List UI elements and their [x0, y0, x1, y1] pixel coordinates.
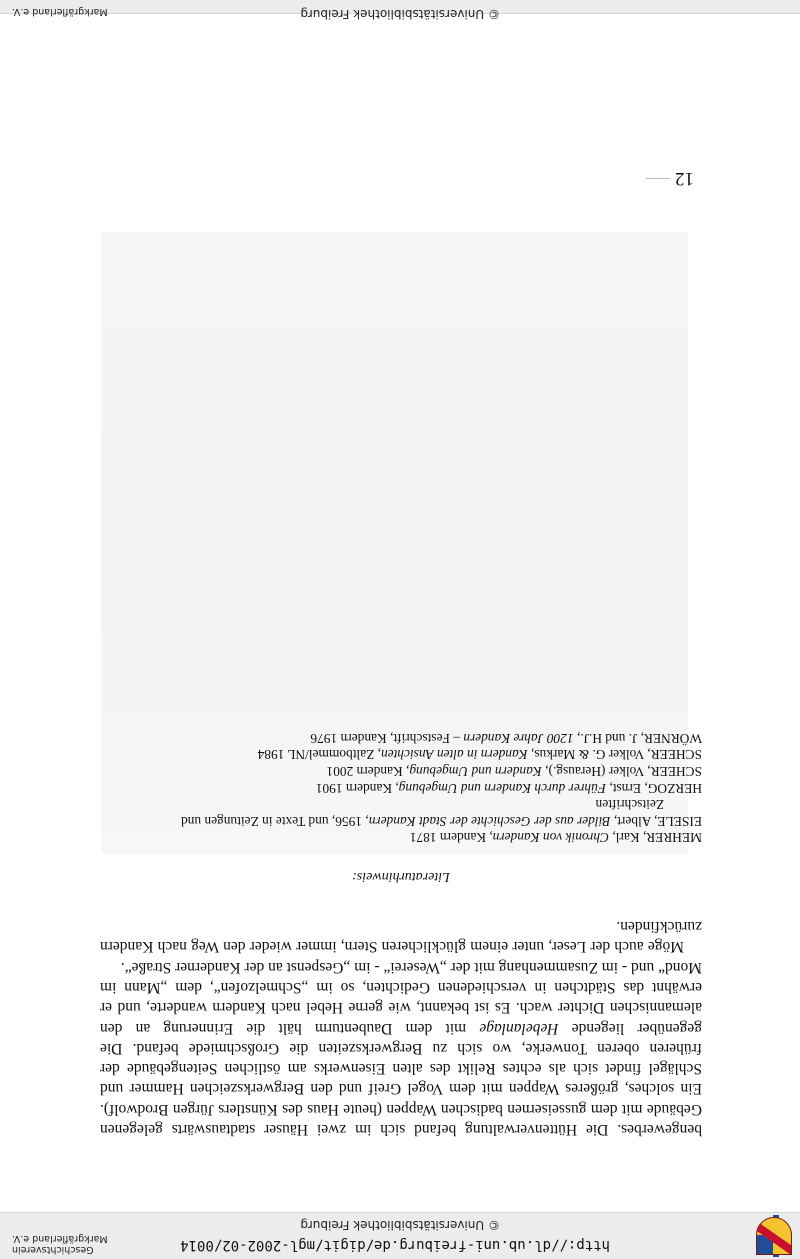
lit-entry: MEHRER, Karl, Chronik von Kandern, Kandern 1871 — [409, 830, 702, 846]
lit-entry-continuation: Zeitschriften — [595, 797, 664, 813]
footer-society: Markgräflerland e.V. — [12, 6, 108, 17]
society-line-2: Markgräflerland e.V. — [12, 1233, 108, 1244]
society-crest-icon — [756, 1217, 792, 1255]
paragraph-2: Möge auch der Leser, unter einem glücklicheren Stern, immer wieder den Weg nach Kandern zurückfinden. — [100, 918, 702, 956]
society-line-1: Geschichtsverein — [12, 1244, 94, 1255]
page-number: 12 — [675, 168, 694, 189]
body-text — [100, 729, 702, 1139]
lit-entry: WÖRNER, J. und H.J., 1200 Jahre Kandern – Festschrift, Kandern 1976 — [310, 730, 702, 746]
document-url[interactable]: http://dl.ub.uni-freiburg.de/digit/mgl-2002-02/0014 — [180, 1237, 610, 1253]
copyright-text: © Universitätsbibliothek Freiburg — [300, 1218, 500, 1232]
lit-entry: SCHEER, Volker G. & Markus, Kandern in alten Ansichten, Zaltbommel/NL 1984 — [257, 747, 702, 763]
literature-list — [100, 729, 702, 845]
scan-mark — [646, 178, 670, 179]
literature-heading: Literaturhinweis: — [352, 868, 450, 884]
italic-term: Hebelanlage — [479, 1019, 559, 1037]
top-info-bar — [0, 1212, 800, 1259]
paragraph-1: bengewerbes. Die Hüttenverwaltung befand sich im zwei Häuser stadtauswärts gelegenen Gebäude mit dem gusseisernen badischen Wappen (heute Haus des Künstlers Jürgen Brodwolf). Ein solches, größeres Wappen mit dem Vogel Greif und den Bergwerkszeichen Hammer und Schlägel findet sich als echtes Relikt des alten Eisenwerks am östlichen Seitengebäude der früheren oberen Tonwerke, wo sich zu Bergwerkszeiten die Großschmiede befand. Die gegenüber liegende Hebelanlage mit dem Daubenturm hält die Erinnerung an den alemannischen Dichter wach. Es ist bekannt, wie gerne Hebel nach Kandern wanderte, und er erwähnt das Städtchen in verschiedenen Gedichten, so im „Schmelzofen“, dem „Mann im Mond“ und - im Zusammenhang mit der „Weserei“ - im „Gespenst an der Kanderner Straße“. — [99, 958, 702, 1138]
lit-entry: HERZOG, Ernst, Führer durch Kandern und Umgebung, Kandern 1901 — [315, 780, 702, 796]
lit-entry: EISELE, Albert, Bilder aus der Geschichte der Stadt Kandern, 1956, und Texte in Zeitungen und — [180, 813, 702, 829]
lit-entry: SCHEER, Volker (Herausg.), Kandern und Umgebung, Kandern 2001 — [326, 764, 702, 780]
footer-copyright: © Universitätsbibliothek Freiburg — [300, 7, 500, 21]
bottom-info-bar — [0, 0, 800, 21]
society-label — [12, 1233, 122, 1255]
